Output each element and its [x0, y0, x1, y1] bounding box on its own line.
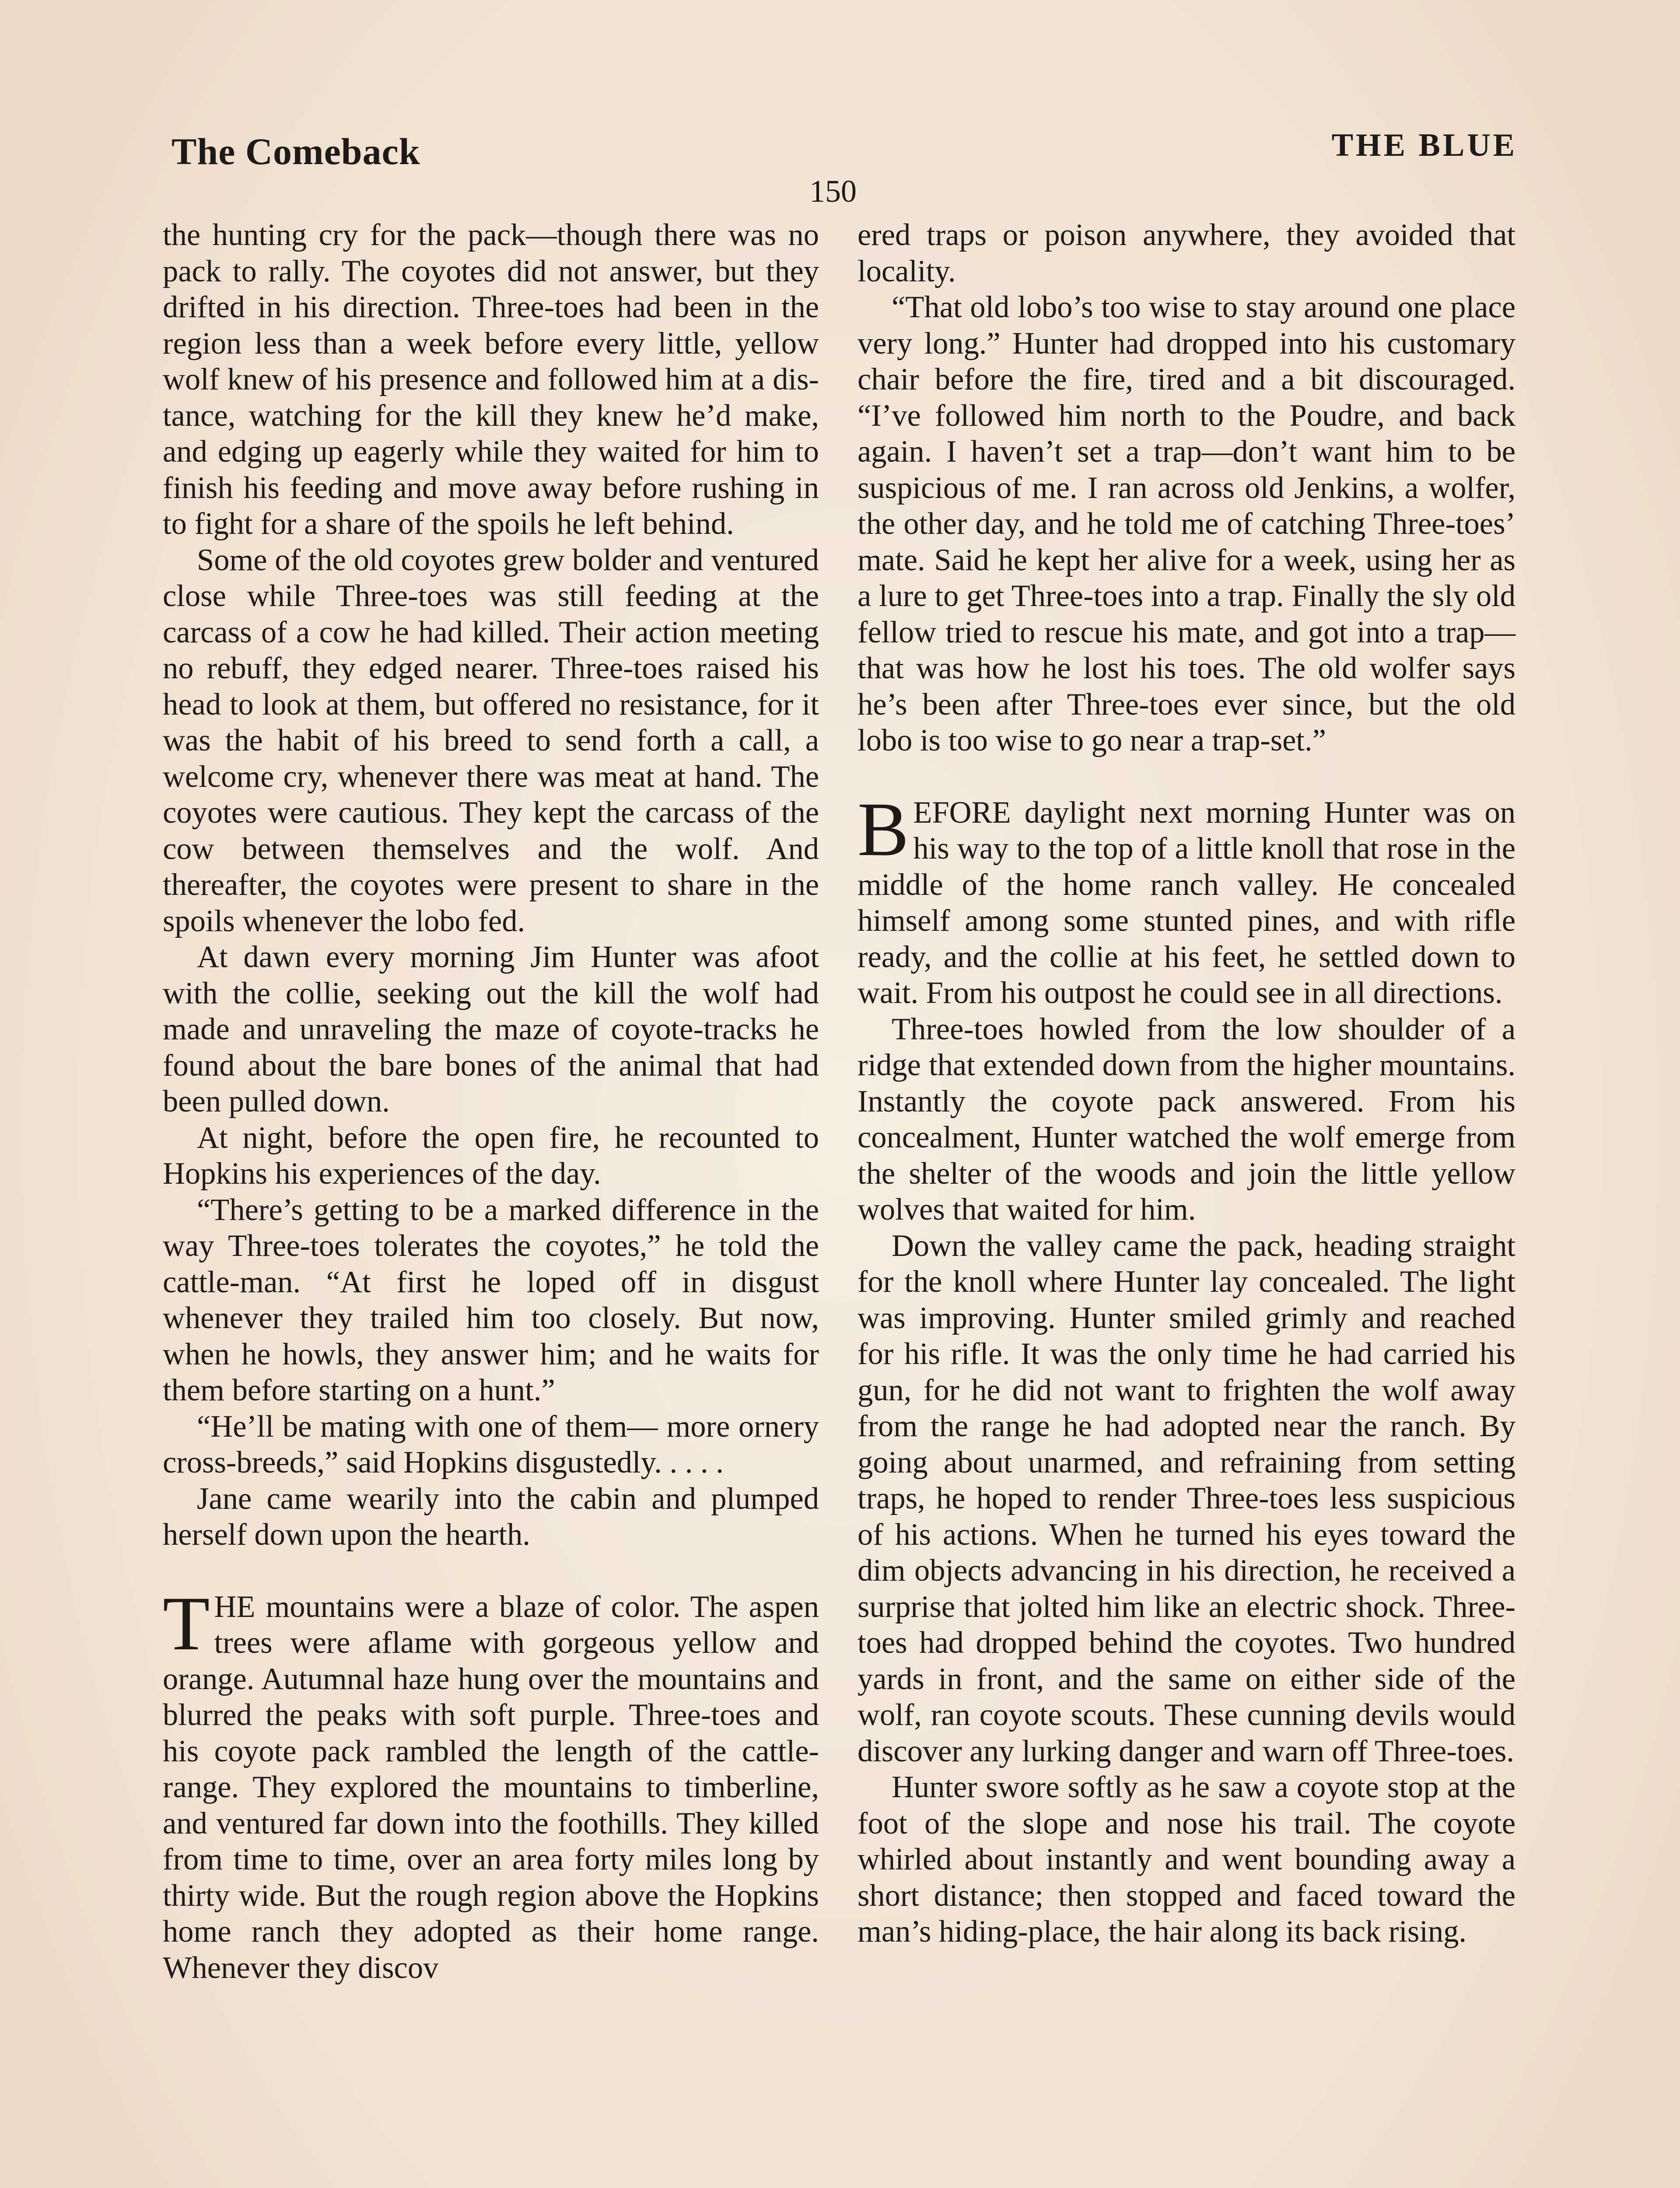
paragraph: “That old lobo’s too wise to stay around one place very long.” Hunter had dropped into his customary chair before the fire, tired and a bit discouraged. “I’ve followed him north to the Poudre, and back again. I haven’t set a trap—don’t want him to be suspicious of me. I ran across old Jenkins, a wolfer, the other day, and he told me of catching Three-toes’ mate. Said he kept her alive for a week, using her as a lure to get Three-toes into a trap. Finally the sly old fellow tried to rescue his mate, and got into a trap—that was how he lost his toes. The old wolfer says he’s been after Three-toes ever since, but the old lobo is too wise to go near a trap-set.” [858, 290, 1516, 757]
paragraph: “He’ll be mating with one of them— more ornery cross-breeds,” said Hopkins disgustedly. . . . . [163, 1409, 819, 1480]
story-title-header: The Comeback [172, 130, 420, 172]
paragraph: the hunting cry for the pack—though there was no pack to rally. The coyotes did not answer, but they drifted in his direction. Three-toes had been in the region less than a week before every little, yellow wolf knew of his presence and followed him at a distance, watching for the kill they knew he’d make, and edging up eagerly while they waited for him to finish his feeding and move away before rushing in to fight for a share of the spoils he left behind. [163, 218, 819, 541]
paragraph: At dawn every morning Jim Hunter was afoot with the collie, seeking out the kill the wolf had made and unraveling the maze of coyote-tracks he found about the bare bones of the animal that had been pulled down. [163, 940, 819, 1119]
paragraph: Some of the old coyotes grew bolder and ventured close while Three-toes was still feeding at the carcass of a cow he had killed. Their action meeting no rebuff, they edged nearer. Three-toes raised his head to look at them, but offered no resistance, for it was the habit of his breed to send forth a call, a welcome cry, whenever there was meat at hand. The coyotes were cautious. They kept the carcass of the cow between themselves and the wolf. And thereafter, the coyotes were present to share in the spoils whenever the lobo fed. [163, 543, 819, 938]
dropcap-paragraph: THE mountains were a blaze of color. The aspen trees were aflame with gorgeous yellow and orange. Autumnal haze hung over the mountains and blurred the peaks with soft purple. Three-toes and his coyote pack rambled the length of the cattle-range. They explored the mountains to timberline, and ventured far down into the foothills. They killed from time to time, over an area forty miles long by thirty wide. But the rough region above the Hopkins home ranch they adopted as their home range. Whenever they discov [163, 1581, 819, 1985]
paragraph: At night, before the open fire, he recounted to Hopkins his experiences of the day. [163, 1120, 819, 1191]
paragraph: Down the valley came the pack, heading straight for the knoll where Hunter lay concealed. The light was improving. Hunter smiled grimly and reached for his rifle. It was the only time he had carried his gun, for he did not want to frighten the wolf away from the range he had adopted near the ranch. By going about unarmed, and refraining from setting traps, he hoped to render Three-toes less suspicious of his actions. When he turned his eyes toward the dim objects advancing in his direction, he received a surprise that jolted him like an electric shock. Three-toes had dropped behind the coyotes. Two hundred yards in front, and the same on either side of the wolf, ran coyote scouts. These cunning devils would discover any lurking danger and warn off Three-toes. [858, 1228, 1516, 1768]
paragraph: “There’s getting to be a marked difference in the way Three-toes tolerates the coyotes,” he told the cattle-man. “At first he loped off in disgust whenever they trailed him too closely. But now, when he howls, they answer him; and he waits for them before starting on a hunt.” [163, 1192, 819, 1407]
paragraph: ered traps or poison anywhere, they avoided that locality. [858, 218, 1516, 288]
paragraph: Three-toes howled from the low shoulder of a ridge that extended down from the higher mountains. Instantly the coyote pack answered. From his concealment, Hunter watched the wolf emerge from the shelter of the woods and join the little yellow wolves that waited for him. [858, 1012, 1516, 1227]
right-text-column [858, 217, 1516, 1950]
page-number: 150 [809, 174, 857, 209]
left-text-column [163, 217, 819, 1986]
paragraph: Hunter swore softly as he saw a coyote stop at the foot of the slope and nose his trail. The coyote whirled about instantly and went bounding away a short distance; then stopped and faced toward the man’s hiding-place, the hair along its back rising. [858, 1770, 1516, 1949]
magazine-name-header: THE BLUE [1331, 127, 1517, 163]
paragraph: Jane came wearily into the cabin and plumped herself down upon the hearth. [163, 1481, 819, 1552]
dropcap-paragraph: BEFORE daylight next morning Hunter was on his way to the top of a little knoll that rose in the middle of the home ranch valley. He concealed himself among some stunted pines, and with rifle ready, and the collie at his feet, he settled down to wait. From his outpost he could see in all directions. [858, 786, 1516, 1010]
